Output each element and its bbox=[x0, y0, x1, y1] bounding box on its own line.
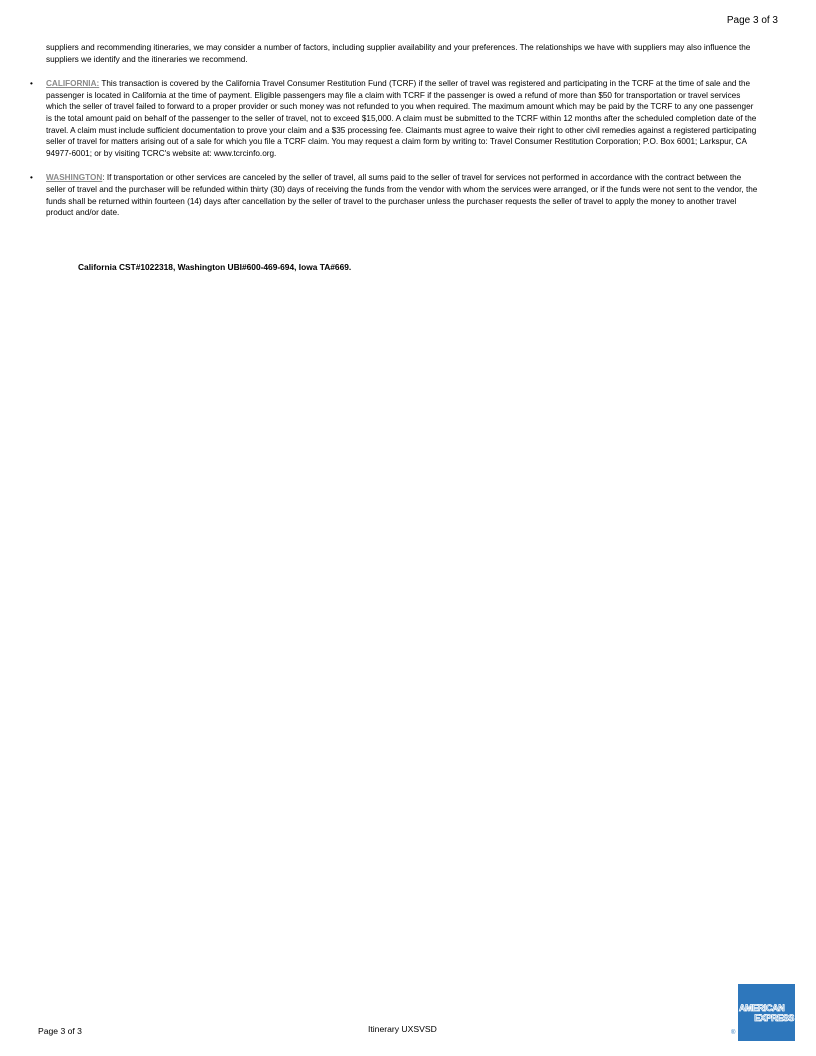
california-disclosure bbox=[30, 78, 760, 159]
washington-label: WASHINGTON bbox=[46, 173, 103, 183]
american-express-logo bbox=[738, 984, 795, 1041]
bullet: • bbox=[30, 79, 33, 89]
itinerary-id: Itinerary UXSVSD bbox=[368, 1024, 437, 1034]
washington-disclosure bbox=[30, 172, 760, 218]
registered-mark: ® bbox=[731, 1030, 736, 1036]
page-number-header: Page 3 of 3 bbox=[726, 15, 778, 26]
logo-line-american: AMERICAN bbox=[739, 1002, 785, 1013]
california-text: This transaction is covered by the California Travel Consumer Restitution Fund (TCRF) if the seller of travel was registered and participating in the TCRF at the time of sale and the passenger is located in California at the time of payment. Eligible passengers may file a claim with TCRF if the passenger is owed a refund of more than $50 for transportation or travel services which the seller of travel failed to forward to a proper provider or such money was not refunded to you when required. The maximum amount which may be paid by the TCRF to any one passenger is the total amount paid on behalf of the passenger to the seller of travel, not to exceed $15,000. A claim must be submitted to the TCRF within 12 months after the scheduled completion date of the travel. A claim must include sufficient documentation to prove your claim and a $35 processing fee. Claimants must agree to waive their right to other civil remedies against a registered participating seller of travel for matters arising out of a sale for which you file a TCRF claim. You may request a claim form by writing to: Travel Consumer Restitution Corporation; P.O. Box 6001; Larkspur, CA 94977-6001; or by visiting TCRC's website at: www.tcrcinfo.org. bbox=[46, 79, 757, 158]
license-numbers: California CST#1022318, Washington UBI#600-469-694, Iowa TA#669. bbox=[78, 262, 352, 272]
page-number-footer: Page 3 of 3 bbox=[38, 1026, 82, 1036]
document-body bbox=[30, 42, 760, 232]
california-label: CALIFORNIA: bbox=[46, 79, 100, 89]
logo-line-express: EXPRESS bbox=[754, 1012, 794, 1023]
bullet: • bbox=[30, 173, 33, 183]
supplier-paragraph: suppliers and recommending itineraries, we may consider a number of factors, including supplier availability and your preferences. The relationships we have with suppliers may also influence the suppliers we identify and the itineraries we recommend. bbox=[46, 43, 751, 64]
washington-text: : If transportation or other services are canceled by the seller of travel, all sums paid to the seller of travel for services not performed in accordance with the contract between the seller of travel and the purchaser will be refunded within thirty (30) days of receiving the funds from the vendor with whom the services were arranged, or if the funds were not sent to the vendor, the funds shall be returned within fourteen (14) days after cancellation by the seller of travel to the purchaser unless the purchaser requests the seller of travel to apply the money to another travel product and/or date. bbox=[46, 173, 758, 218]
